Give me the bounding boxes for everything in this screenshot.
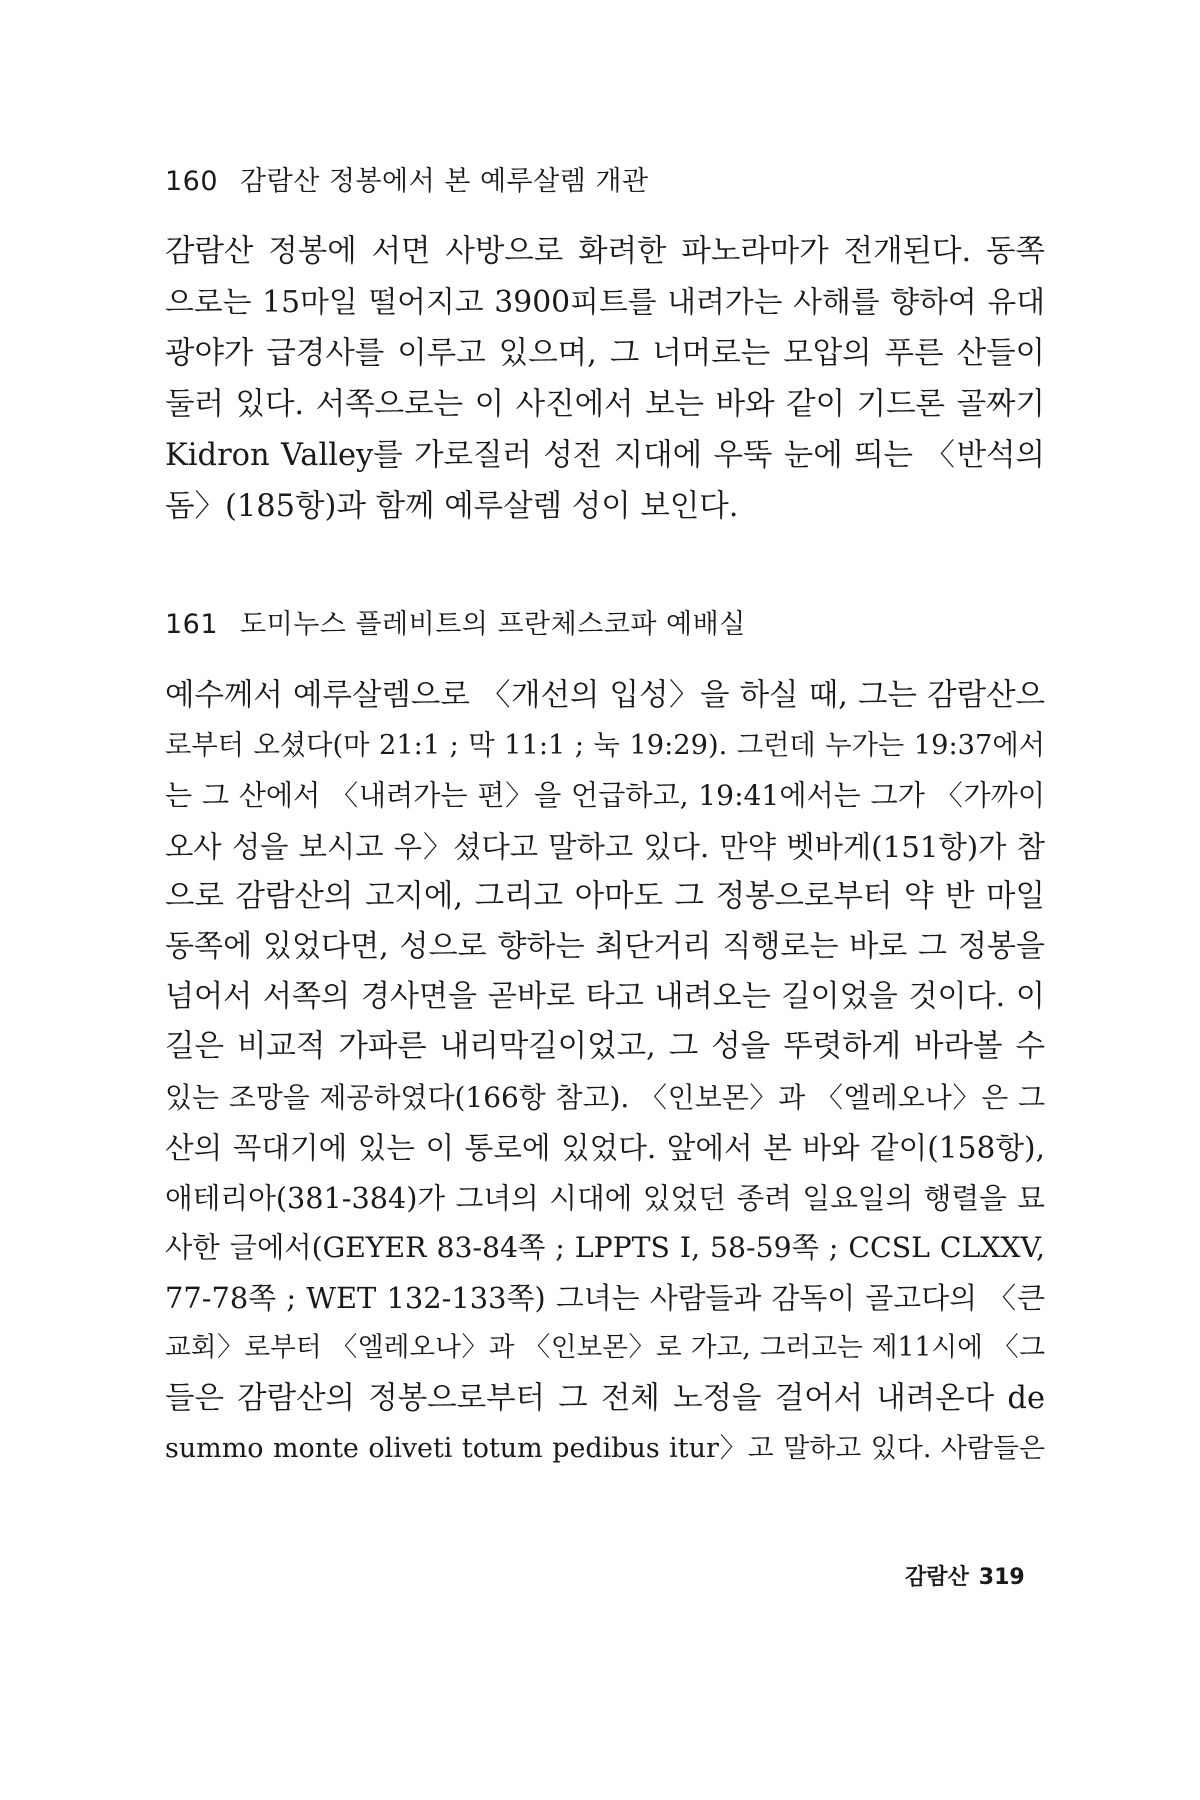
text-line: 교회〉로부터 〈엘레오나〉과 〈인보몬〉로 가고, 그러고는 제11시에 〈그 [165, 1332, 1045, 1364]
text-line: 77-78쪽 ; WET 132-133쪽) 그녀는 사람들과 감독이 골고다의 〈큰 [165, 1281, 1045, 1316]
text-line: 사한 글에서(GEYER 83-84쪽 ; LPPTS I, 58-59쪽 ; CCSL CLXXV, [165, 1231, 1045, 1265]
text-line: 오사 성을 보시고 우〉셨다고 말하고 있다. 만약 벳바게(151항)가 참 [165, 829, 1045, 864]
text-line: 는 그 산에서 〈내려가는 편〉을 언급하고, 19:41에서는 그가 〈가까이 [165, 779, 1045, 813]
text-line: 둘러 있다. 서쪽으로는 이 사진에서 보는 바와 같이 기드론 골짜기 [165, 387, 1045, 422]
section-number: 161 [165, 609, 219, 640]
section-160 [165, 162, 1045, 532]
text-line: 넘어서 서쪽의 경사면을 곧바로 타고 내려오는 길이었을 것이다. 이 [165, 979, 1045, 1015]
section-title: 도미누스 플레비트의 프란체스코파 예배실 [240, 609, 746, 640]
text-line: 광야가 급경사를 이루고 있으며, 그 너머로는 모압의 푸른 산들이 [165, 336, 1045, 371]
page-footer [905, 1560, 1025, 1591]
text-line: 동쪽에 있었다면, 성으로 향하는 최단거리 직행로는 바로 그 정봉을 [165, 928, 1045, 964]
section-body [165, 671, 1045, 1474]
section-161 [165, 605, 1045, 1474]
text-line: 감람산 정봉에 서면 사방으로 화려한 파노라마가 전개된다. 동쪽 [165, 234, 1045, 269]
text-line: 으로 감람산의 고지에, 그리고 아마도 그 정봉으로부터 약 반 마일 [165, 878, 1045, 914]
text-line: 산의 꼭대기에 있는 이 통로에 있었다. 앞에서 본 바와 같이(158항), [165, 1129, 1045, 1165]
text-line: 있는 조망을 제공하였다(166항 참고). 〈인보몬〉과 〈엘레오나〉은 그 [165, 1080, 1045, 1114]
text-line: Kidron Valley를 가로질러 성전 지대에 우뚝 눈에 띄는 〈반석의 [165, 438, 1045, 473]
text-line: 들은 감람산의 정봉으로부터 그 전체 노정을 걸어서 내려온다 de [165, 1380, 1045, 1416]
text-line: 애테리아(381-384)가 그녀의 시대에 있었던 종려 일요일의 행렬을 묘 [165, 1180, 1045, 1215]
section-heading [165, 162, 1045, 202]
text-line: 길은 비교적 가파른 내리막길이었고, 그 성을 뚜렷하게 바라볼 수 [165, 1029, 1045, 1065]
running-title: 감람산 [905, 1565, 969, 1590]
text-line: 돔〉(185항)과 함께 예루살렘 성이 보인다. [165, 489, 739, 524]
section-title: 감람산 정봉에서 본 예루살렘 개관 [240, 166, 649, 197]
text-line: summo monte oliveti totum pedibus itur〉고 말하고 있다. 사람들은 [165, 1432, 1045, 1464]
section-body [165, 226, 1045, 532]
text-line: 로부터 오셨다(마 21:1 ; 막 11:1 ; 눅 19:29). 그런데 누가는 19:37에서 [165, 730, 1045, 762]
section-number: 160 [165, 166, 219, 197]
section-heading [165, 605, 1045, 645]
page-number: 319 [978, 1565, 1025, 1590]
text-line: 예수께서 예루살렘으로 〈개선의 입성〉을 하실 때, 그는 감람산으 [165, 678, 1045, 713]
text-line: 으로는 15마일 떨어지고 3900피트를 내려가는 사해를 향하여 유대 [165, 285, 1045, 320]
